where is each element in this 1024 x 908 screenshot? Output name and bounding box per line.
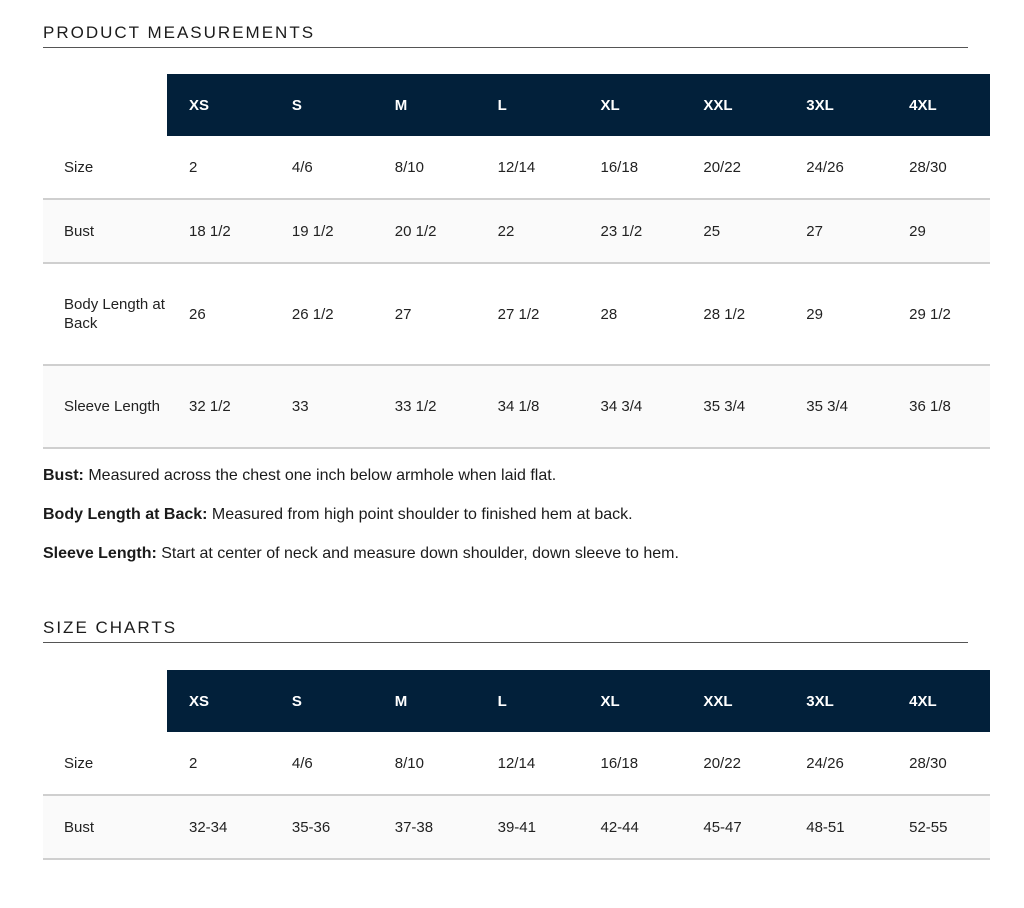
header-3xl: 3XL [784,74,887,136]
header-4xl: 4XL [887,670,990,732]
table-cell: 4/6 [270,136,373,199]
table-cell: 26 [167,263,270,365]
header-xs: XS [167,74,270,136]
note-term: Sleeve Length: [43,545,157,562]
table-cell: 37-38 [373,795,476,859]
note-term: Body Length at Back: [43,506,208,523]
table-cell: 28/30 [887,136,990,199]
table-cell: 20/22 [681,136,784,199]
table-row [43,199,990,263]
table-cell: 36 1/8 [887,365,990,448]
header-xs: XS [167,670,270,732]
table-cell: 18 1/2 [167,199,270,263]
header-l: L [476,74,579,136]
table-cell: 26 1/2 [270,263,373,365]
table-cell: 33 [270,365,373,448]
table-cell: 8/10 [373,732,476,795]
table-cell: 2 [167,732,270,795]
table-cell: 8/10 [373,136,476,199]
table-cell: 27 1/2 [476,263,579,365]
table-cell: 45-47 [681,795,784,859]
table-cell: 28/30 [887,732,990,795]
row-label: Body Length at Back [43,263,167,365]
header-3xl: 3XL [784,670,887,732]
table-row [43,263,990,365]
table-cell: 24/26 [784,732,887,795]
table-cell: 27 [784,199,887,263]
table-cell: 24/26 [784,136,887,199]
table-cell: 34 1/8 [476,365,579,448]
size-charts-title: SIZE CHARTS [43,618,178,637]
table-cell: 20 1/2 [373,199,476,263]
table-cell: 27 [373,263,476,365]
header-m: M [373,74,476,136]
row-label: Size [43,136,167,199]
table-cell: 52-55 [887,795,990,859]
table-cell: 32 1/2 [167,365,270,448]
note-body-length [43,505,679,544]
table-row [43,365,990,448]
header-m: M [373,670,476,732]
note-bust [43,466,679,505]
table-cell: 4/6 [270,732,373,795]
table-cell: 16/18 [579,732,682,795]
table-cell: 16/18 [579,136,682,199]
header-xl: XL [579,670,682,732]
size-chart-header-row [43,670,990,732]
table-cell: 42-44 [579,795,682,859]
header-xxl: XXL [681,670,784,732]
note-text: Measured across the chest one inch below armhole when laid flat. [83,467,557,484]
table-cell: 29 [887,199,990,263]
note-sleeve-length [43,544,679,583]
table-cell: 28 1/2 [681,263,784,365]
measurement-notes [43,466,679,583]
header-corner [43,74,167,136]
table-cell: 20/22 [681,732,784,795]
table-cell: 32-34 [167,795,270,859]
row-label: Bust [43,795,167,859]
table-row [43,136,990,199]
row-label: Size [43,732,167,795]
header-4xl: 4XL [887,74,990,136]
table-cell: 29 [784,263,887,365]
row-label: Sleeve Length [43,365,167,448]
table-cell: 34 3/4 [579,365,682,448]
table-cell: 19 1/2 [270,199,373,263]
header-xxl: XXL [681,74,784,136]
row-label: Bust [43,199,167,263]
table-cell: 35 3/4 [681,365,784,448]
note-term: Bust: [43,467,84,484]
table-cell: 33 1/2 [373,365,476,448]
table-cell: 39-41 [476,795,579,859]
table-cell: 35 3/4 [784,365,887,448]
measurements-header-row [43,74,990,136]
table-cell: 12/14 [476,136,579,199]
note-text: Start at center of neck and measure down shoulder, down sleeve to hem. [156,545,679,562]
header-l: L [476,670,579,732]
measurements-title-rule [43,47,968,48]
header-xl: XL [579,74,682,136]
size-chart-table [43,670,990,860]
table-cell: 22 [476,199,579,263]
table-cell: 2 [167,136,270,199]
header-corner [43,670,167,732]
table-cell: 28 [579,263,682,365]
note-text: Measured from high point shoulder to finished hem at back. [207,506,633,523]
measurements-table [43,74,990,449]
table-cell: 12/14 [476,732,579,795]
table-cell: 48-51 [784,795,887,859]
header-s: S [270,74,373,136]
size-charts-title-rule [43,642,968,643]
measurements-title: PRODUCT MEASUREMENTS [43,23,316,42]
table-cell: 25 [681,199,784,263]
header-s: S [270,670,373,732]
table-row [43,732,990,795]
table-cell: 35-36 [270,795,373,859]
table-row [43,795,990,859]
table-cell: 23 1/2 [579,199,682,263]
table-cell: 29 1/2 [887,263,990,365]
